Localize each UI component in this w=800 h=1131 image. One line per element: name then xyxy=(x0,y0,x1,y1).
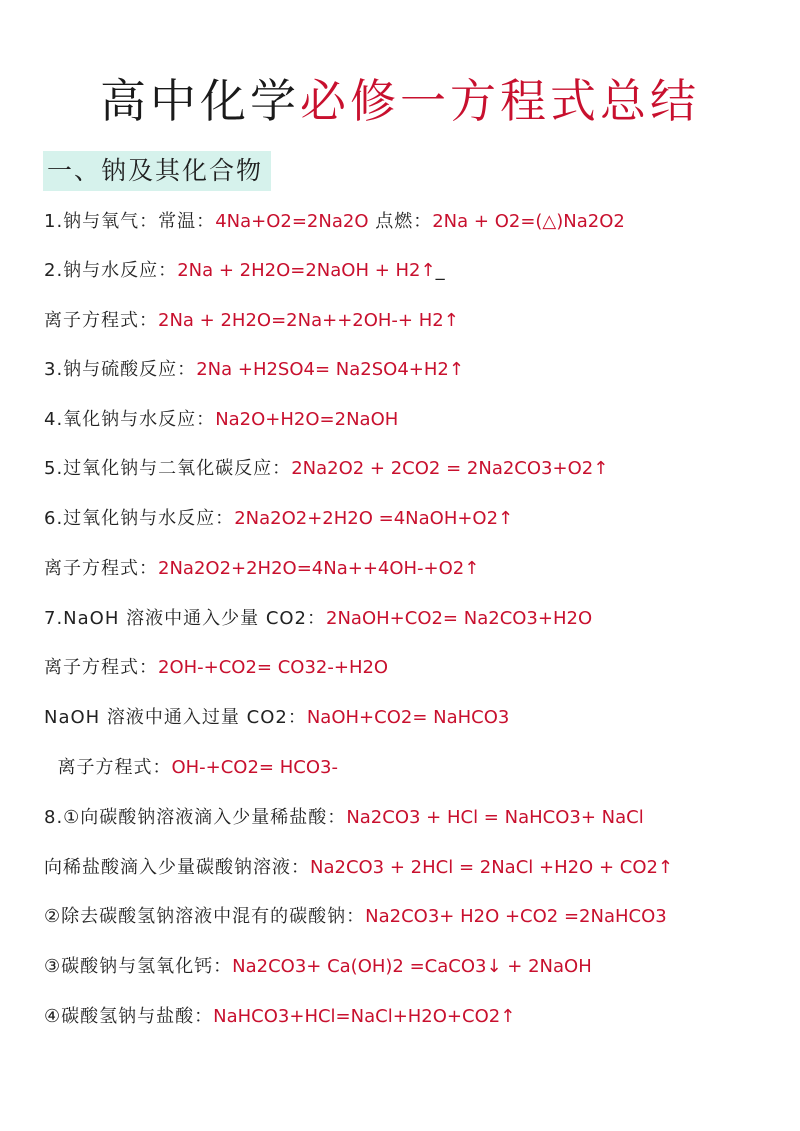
equation-label: 4.氧化钠与水反应： xyxy=(44,409,216,430)
equation-label: ②除去碳酸氢钠溶液中混有的碳酸钠： xyxy=(44,906,366,927)
equation-line xyxy=(44,853,673,883)
equation-line xyxy=(44,952,592,982)
equation-line xyxy=(44,753,338,783)
equation-text: OH-+CO2= HCO3- xyxy=(171,757,338,778)
equation-line xyxy=(44,306,459,336)
equation-label: 离子方程式： xyxy=(44,657,158,678)
equation-line xyxy=(44,405,398,435)
equation-label: NaOH 溶液中通入过量 CO2： xyxy=(44,707,307,728)
equation-text: 2Na +H2SO4= Na2SO4+H2↑ xyxy=(196,359,464,380)
equation-text: 2OH-+CO2= CO32-+H2O xyxy=(158,657,389,678)
equation-label-2: 点燃： xyxy=(368,211,433,232)
equation-line xyxy=(44,653,388,683)
equation-label-2: _ xyxy=(435,260,446,281)
page-title-black: 高中化学 xyxy=(100,74,300,128)
equation-label: ③碳酸钠与氢氧化钙： xyxy=(44,956,233,977)
equation-text: Na2CO3 + HCl = NaHCO3+ NaCl xyxy=(346,807,644,828)
equation-label: 离子方程式： xyxy=(44,757,172,778)
equation-line xyxy=(44,803,644,833)
equation-text: Na2O+H2O=2NaOH xyxy=(215,409,399,430)
equation-label: 1.钠与氧气：常温： xyxy=(44,211,216,232)
equation-text: 2Na2O2 + 2CO2 = 2Na2CO3+O2↑ xyxy=(291,458,609,479)
page-title-red: 必修一方程式总结 xyxy=(300,74,700,128)
equation-label: ④碳酸氢钠与盐酸： xyxy=(44,1006,214,1027)
equation-label: 8.①向碳酸钠溶液滴入少量稀盐酸： xyxy=(44,807,347,828)
equation-text: NaOH+CO2= NaHCO3 xyxy=(306,707,510,728)
equation-text: 2Na2O2+2H2O =4NaOH+O2↑ xyxy=(234,508,514,529)
equation-label: 3.钠与硫酸反应： xyxy=(44,359,197,380)
equation-text: NaHCO3+HCl=NaCl+H2O+CO2↑ xyxy=(213,1006,516,1027)
equation-text: Na2CO3+ Ca(OH)2 =CaCO3↓ + 2NaOH xyxy=(232,956,592,977)
equation-text: 4Na+O2=2Na2O xyxy=(215,211,369,232)
equation-text: Na2CO3 + 2HCl = 2NaCl +H2O + CO2↑ xyxy=(310,857,674,878)
equation-line xyxy=(44,604,592,634)
equation-text: 2Na2O2+2H2O=4Na++4OH-+O2↑ xyxy=(158,558,480,579)
equation-text-2: 2Na + O2=(△)Na2O2 xyxy=(432,211,625,232)
equation-label: 向稀盐酸滴入少量碳酸钠溶液： xyxy=(44,857,310,878)
equation-line xyxy=(44,554,479,584)
equation-label: 5.过氧化钠与二氧化碳反应： xyxy=(44,458,292,479)
equation-text: 2NaOH+CO2= Na2CO3+H2O xyxy=(326,608,593,629)
equation-label: 离子方程式： xyxy=(44,558,158,579)
equation-line xyxy=(44,902,667,932)
equation-line xyxy=(44,703,509,733)
section-heading: 一、钠及其化合物 xyxy=(43,151,271,191)
equation-text: 2Na + 2H2O=2NaOH + H2↑ xyxy=(177,260,436,281)
equation-label: 2.钠与水反应： xyxy=(44,260,178,281)
equation-text: 2Na + 2H2O=2Na++2OH-+ H2↑ xyxy=(158,310,459,331)
equation-line xyxy=(44,1002,515,1032)
equation-label: 7.NaOH 溶液中通入少量 CO2： xyxy=(44,608,327,629)
equation-line xyxy=(44,504,513,534)
equation-label: 离子方程式： xyxy=(44,310,158,331)
equation-line xyxy=(44,355,464,385)
equation-line xyxy=(44,454,608,484)
page-title xyxy=(0,66,800,136)
equation-line xyxy=(44,256,446,286)
equation-line xyxy=(44,207,625,237)
equation-text: Na2CO3+ H2O +CO2 =2NaHCO3 xyxy=(365,906,667,927)
equation-label: 6.过氧化钠与水反应： xyxy=(44,508,235,529)
